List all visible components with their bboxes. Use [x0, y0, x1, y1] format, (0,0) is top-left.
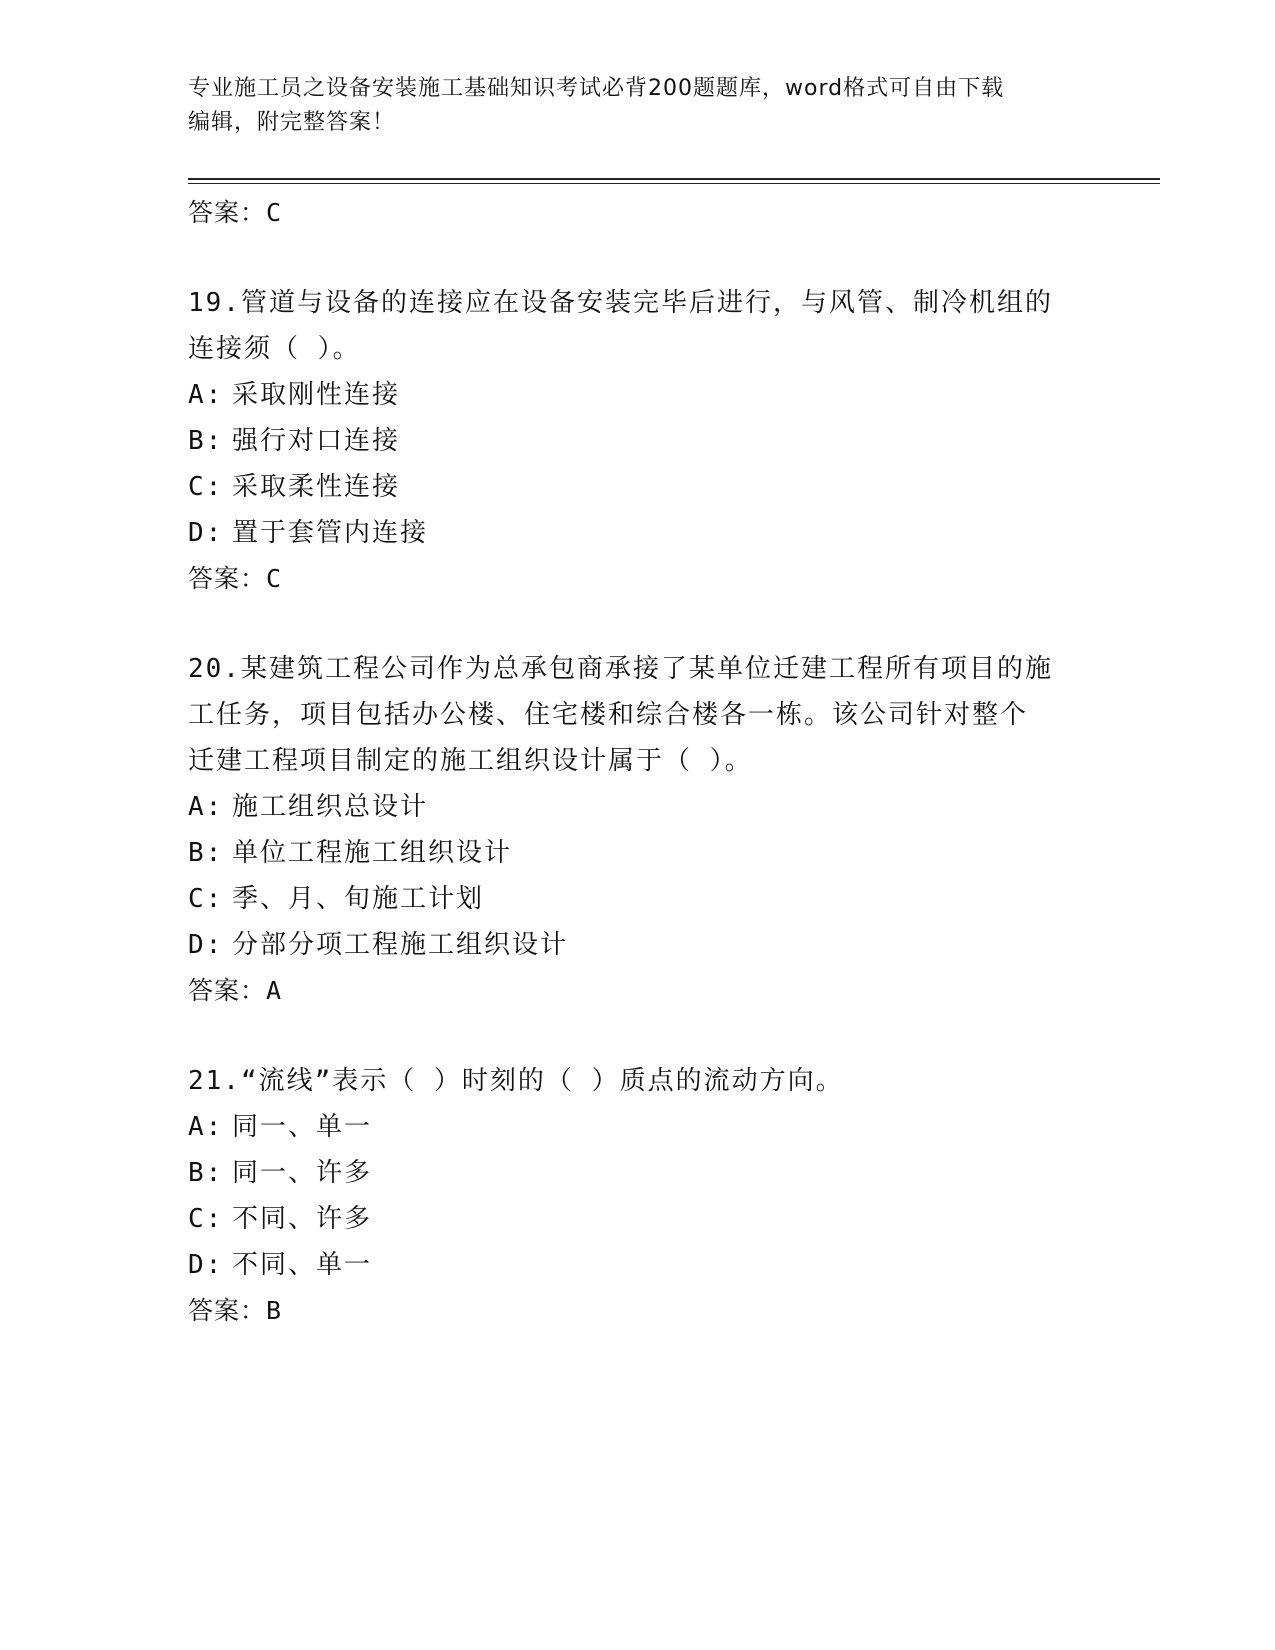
answer-line — [188, 190, 1088, 236]
question-21 — [188, 1058, 1088, 1334]
option-text: 强行对口连接 — [232, 426, 401, 456]
option-d — [188, 922, 1088, 968]
question-stem-line: 连接须（ ）。 — [188, 334, 361, 364]
option-a — [188, 1104, 1088, 1150]
answer-label: 答案： — [188, 564, 267, 593]
answer-line — [188, 968, 1088, 1014]
option-b — [188, 1150, 1088, 1196]
option-c — [188, 876, 1088, 922]
option-key: B: — [188, 426, 224, 456]
option-d — [188, 1242, 1088, 1288]
header-line-2: 编辑，附完整答案！ — [188, 110, 396, 135]
option-key: D: — [188, 930, 224, 960]
option-key: B: — [188, 1158, 224, 1188]
option-key: C: — [188, 1204, 224, 1234]
question-19 — [188, 280, 1088, 602]
answer-value: C — [266, 198, 283, 227]
question-stem-line: 20.某建筑工程公司作为总承包商承接了某单位迁建工程所有项目的施 — [188, 654, 1053, 684]
header-line-1: 专业施工员之设备安装施工基础知识考试必背200题题库，word格式可自由下载 — [188, 76, 1005, 101]
option-text: 采取柔性连接 — [232, 472, 401, 502]
option-b — [188, 830, 1088, 876]
answer-line — [188, 1288, 1088, 1334]
answer-label: 答案： — [188, 1296, 267, 1325]
option-key: A: — [188, 380, 224, 410]
answer-value: A — [266, 976, 283, 1005]
option-text: 施工组织总设计 — [232, 792, 429, 822]
question-stem-line: 工任务，项目包括办公楼、住宅楼和综合楼各一栋。该公司针对整个 — [188, 700, 1029, 730]
option-key: B: — [188, 838, 224, 868]
option-text: 同一、单一 — [232, 1112, 373, 1142]
option-text: 置于套管内连接 — [232, 518, 429, 548]
option-c — [188, 464, 1088, 510]
option-key: A: — [188, 1112, 224, 1142]
option-text: 采取刚性连接 — [232, 380, 401, 410]
option-a — [188, 372, 1088, 418]
answer-value: B — [266, 1296, 283, 1325]
option-c — [188, 1196, 1088, 1242]
option-b — [188, 418, 1088, 464]
option-d — [188, 510, 1088, 556]
option-text: 不同、单一 — [232, 1250, 373, 1280]
answer-label: 答案： — [188, 198, 267, 227]
document-body — [188, 190, 1088, 1334]
option-key: C: — [188, 472, 224, 502]
option-text: 分部分项工程施工组织设计 — [232, 930, 569, 960]
answer-label: 答案： — [188, 976, 267, 1005]
option-text: 季、月、旬施工计划 — [232, 884, 485, 914]
option-key: D: — [188, 1250, 224, 1280]
question-stem-line: 19.管道与设备的连接应在设备安装完毕后进行，与风管、制冷机组的 — [188, 288, 1053, 318]
option-key: D: — [188, 518, 224, 548]
option-key: A: — [188, 792, 224, 822]
document-header — [188, 72, 1088, 140]
question-stem-line: 迁建工程项目制定的施工组织设计属于（ ）。 — [188, 746, 753, 776]
answer-value: C — [266, 564, 283, 593]
answer-line — [188, 556, 1088, 602]
question-stem-line: 21.“流线”表示（ ）时刻的（ ）质点的流动方向。 — [188, 1066, 844, 1096]
question-20 — [188, 646, 1088, 1014]
header-divider — [188, 178, 1160, 180]
option-text: 单位工程施工组织设计 — [232, 838, 513, 868]
option-text: 不同、许多 — [232, 1204, 373, 1234]
option-a — [188, 784, 1088, 830]
option-key: C: — [188, 884, 224, 914]
option-text: 同一、许多 — [232, 1158, 373, 1188]
header-divider-thin — [188, 183, 1160, 184]
